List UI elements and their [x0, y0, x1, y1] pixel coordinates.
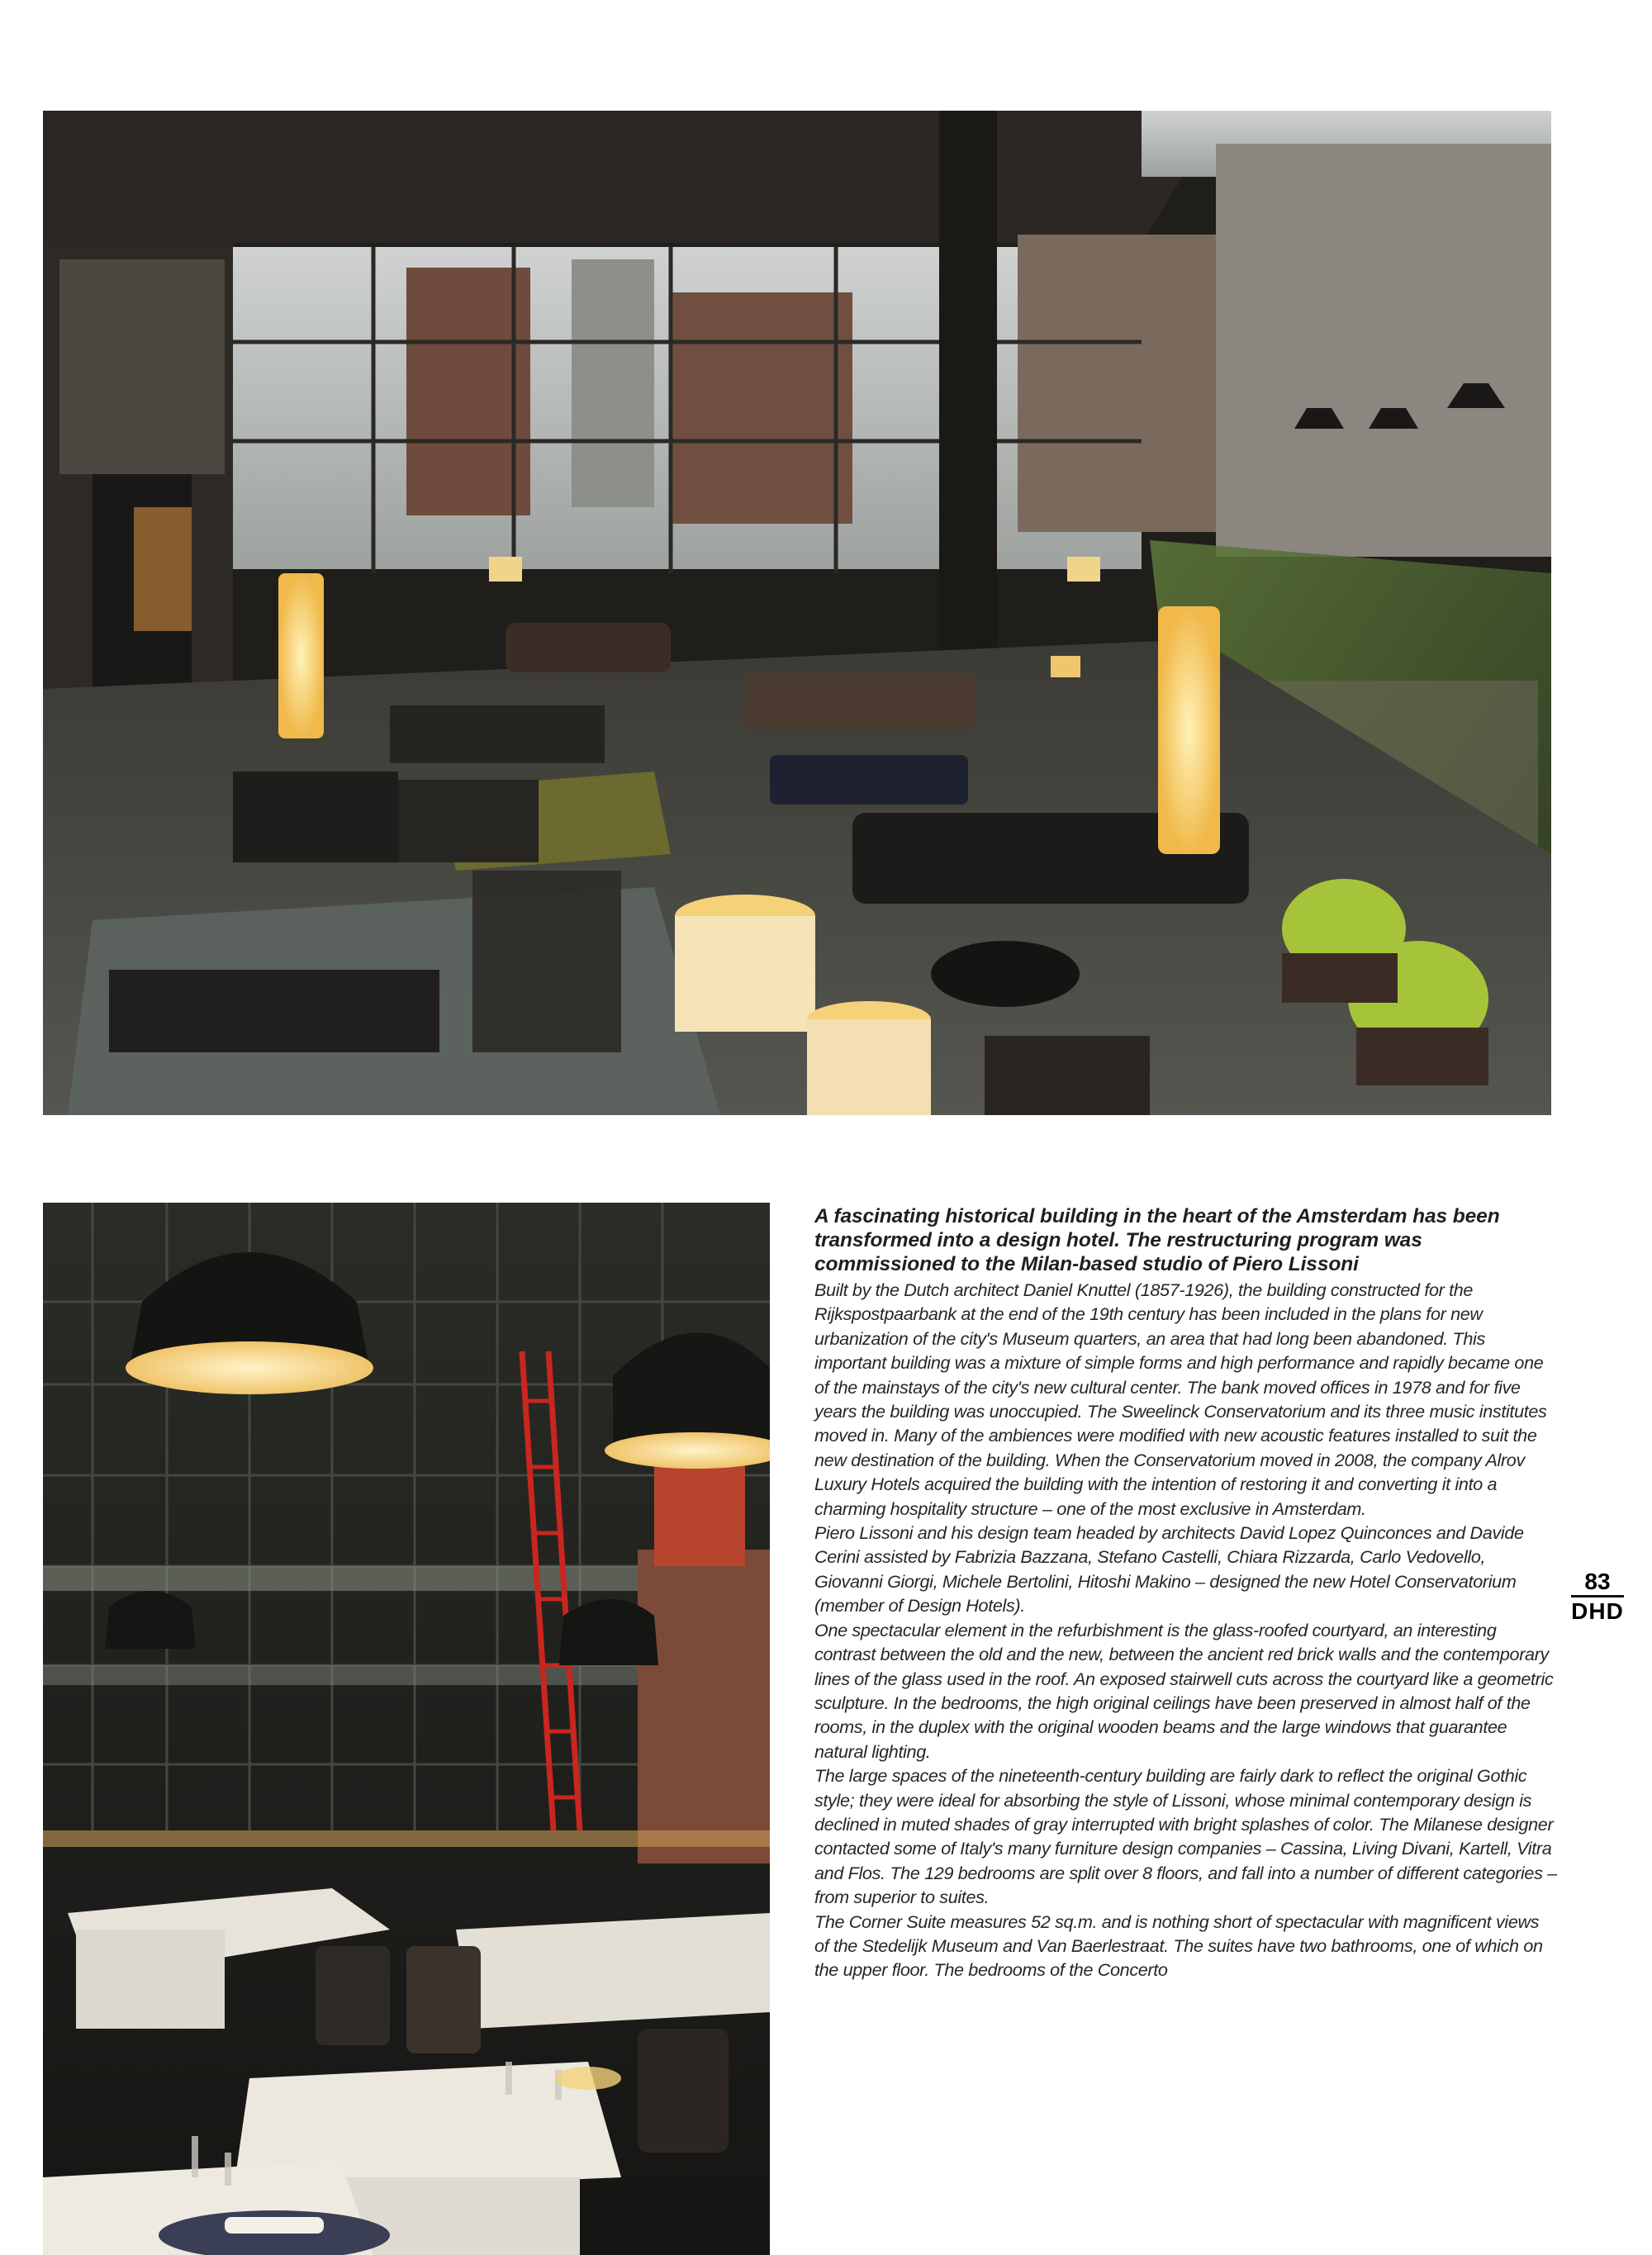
paragraph-courtyard: One spectacular element in the refurbishment is the glass-roofed courtyard, an interesting contrast between the old and the new, between the ancient red brick walls and the contemporary lines of the glass used in the roof. An exposed stairwell cuts across the courtyard like a geometric sculpture. In the bedrooms, the high original ceilings have been preserved in almost half of the rooms, in the duplex with the original wooden beams and the large windows that guarantee natural lighting. — [814, 1619, 1554, 1762]
page-number: 83 — [1584, 1569, 1611, 1594]
paragraph-style: The large spaces of the nineteenth-century building are fairly dark to reflect the original Gothic style; they were ideal for absorbing the style of Lissoni, whose minimal contemporary design is declined in muted shades of gray interrupted with bright splashes of color. The Milanese designer contacted some of Italy's many furniture design companies – Cassina, Living Divani, Kartell, Vitra and Flos. The 129 bedrooms are split over 8 floors, and fall into a number of different categories – from superior to suites. — [814, 1765, 1557, 1908]
restaurant-illustration — [43, 1203, 770, 2255]
article-body — [814, 1204, 1558, 1982]
folio-divider — [1571, 1595, 1624, 1597]
paragraph-history: Built by the Dutch architect Daniel Knuttel (1857-1926), the building constructed for the Rijkspostpaarbank at the end of the 19th century has been included in the plans for new urbanization of the city's Museum quarters, an area that had long been abandoned. This important building was a mixture of simple forms and high performance and rapidly became one of the mainstays of the city's new cultural center. The bank moved offices in 1978 and for five years the building was unoccupied. The Sweelinck Conservatorium and its three music institutes moved in. Many of the ambiences were modified with new acoustic features installed to suit the new destination of the building. When the Conservatorium moved in 2008, the company Alrov Luxury Hotels acquired the building with the intention of restoring it and converting it into a charming hospitality structure – one of the most exclusive in Amsterdam. — [814, 1279, 1547, 1519]
lobby-photo — [43, 111, 1551, 1115]
lobby-illustration — [43, 111, 1551, 1115]
magazine-logo: DHD — [1571, 1598, 1624, 1624]
paragraph-corner-suite: The Corner Suite measures 52 sq.m. and is nothing short of spectacular with magnificent views of the Stedelijk Museum and Van Baerlestraat. The suites have two bathrooms, one of which on the upper floor. The bedrooms of the Concerto — [814, 1911, 1543, 1981]
restaurant-photo — [43, 1203, 770, 2255]
page-folio — [1568, 1569, 1627, 1624]
article-headline: A fascinating historical building in the heart of the Amsterdam has been transformed into a design hotel. The restructuring program was commissioned to the Milan-based studio of Piero Lissoni — [814, 1205, 1500, 1275]
paragraph-design-team: Piero Lissoni and his design team headed by architects David Lopez Quinconces and Davide Cerini assisted by Fabrizia Bazzana, Stefano Castelli, Chiara Rizzarda, Carlo Vedovello, Giovanni Giorgi, Michele Bertolini, Hitoshi Makino – designed the new Hotel Conservatorium (member of Design Hotels). — [814, 1522, 1524, 1616]
